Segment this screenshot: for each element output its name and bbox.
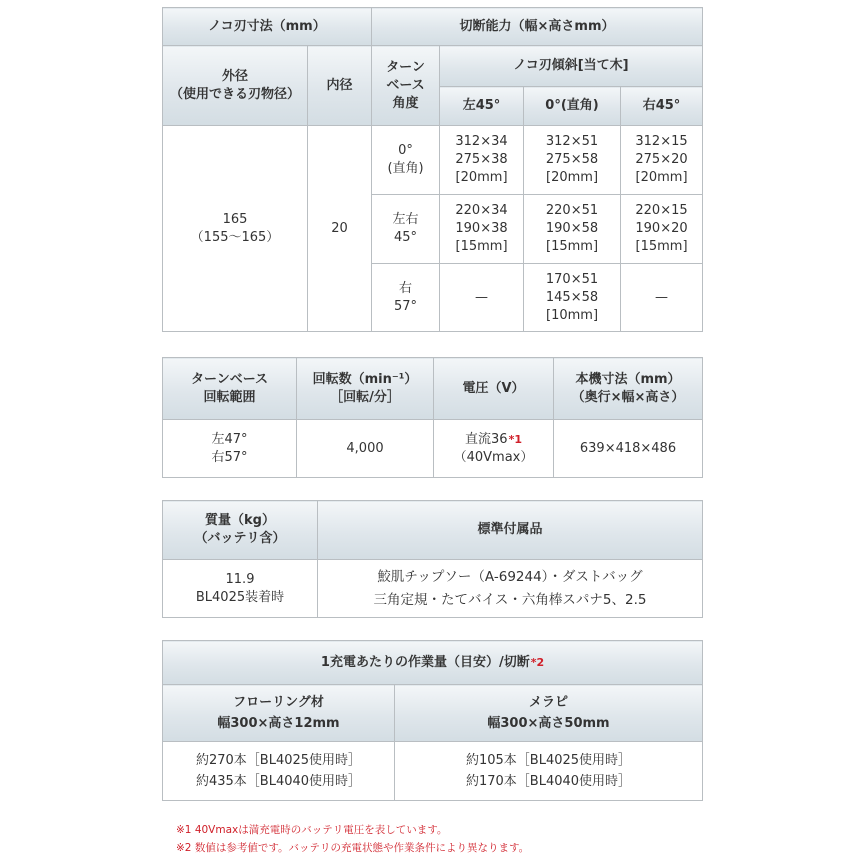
mass-value: 11.9 BL4025装着時 bbox=[163, 560, 318, 618]
lauan-value: 約105本［BL4025使用時］ 約170本［BL4040使用時］ bbox=[395, 742, 703, 801]
voltage-line1: 直流36 bbox=[465, 431, 508, 447]
voltage-value bbox=[434, 420, 554, 478]
header-outer-diameter: 外径 （使用できる刃物径） bbox=[163, 46, 308, 126]
dimensions-value: 639×418×486 bbox=[554, 420, 703, 478]
angle-cell: 左右 45° bbox=[372, 195, 440, 264]
capacity-cell: 170×51 145×58 [10mm] bbox=[524, 264, 621, 332]
header-mass: 質量（kg） （バッテリ含） bbox=[163, 501, 318, 560]
table-row bbox=[163, 560, 703, 618]
table-row bbox=[163, 126, 703, 195]
work-amount-title: 1充電あたりの作業量（目安）/切断 bbox=[320, 654, 530, 670]
angle-cell: 0° (直角) bbox=[372, 126, 440, 195]
capacity-cell: 220×51 190×58 [15mm] bbox=[524, 195, 621, 264]
header-blade-size: ノコ刃寸法（mm） bbox=[163, 8, 372, 46]
note-mark-2: *2 bbox=[530, 655, 545, 669]
inner-diameter-value: 20 bbox=[308, 126, 372, 332]
capacity-cell: 220×15 190×20 [15mm] bbox=[621, 195, 703, 264]
header-voltage: 電圧（V） bbox=[434, 358, 554, 420]
header-inner-diameter: 内径 bbox=[308, 46, 372, 126]
table-row bbox=[163, 742, 703, 801]
header-work-amount bbox=[163, 641, 703, 685]
rpm-value: 4,000 bbox=[297, 420, 434, 478]
header-zero-degree: 0°(直角) bbox=[524, 87, 621, 126]
footnote-1: ※1 40Vmaxは満充電時のバッテリ電圧を表しています。 bbox=[176, 824, 448, 836]
capacity-cell: 312×34 275×38 [20mm] bbox=[440, 126, 524, 195]
angle-cell: 右 57° bbox=[372, 264, 440, 332]
capacity-cell: 220×34 190×38 [15mm] bbox=[440, 195, 524, 264]
header-accessories: 標準付属品 bbox=[318, 501, 703, 560]
capacity-cell: 312×51 275×58 [20mm] bbox=[524, 126, 621, 195]
flooring-value: 約270本［BL4025使用時］ 約435本［BL4040使用時］ bbox=[163, 742, 395, 801]
voltage-line2: （40Vmax） bbox=[453, 449, 534, 465]
header-flooring: フローリング材 幅300×高さ12mm bbox=[163, 685, 395, 742]
note-mark-1: *1 bbox=[508, 432, 522, 446]
capacity-cell: — bbox=[621, 264, 703, 332]
table-row bbox=[163, 420, 703, 478]
header-turn-range: ターンベース 回転範囲 bbox=[163, 358, 297, 420]
accessories-value: 鮫肌チップソー（A-69244）・ダストバッグ 三角定規・たてバイス・六角棒スパナ5、2.5 bbox=[318, 560, 703, 618]
capacity-cell: 312×15 275×20 [20mm] bbox=[621, 126, 703, 195]
header-blade-tilt: ノコ刃傾斜[当て木] bbox=[440, 46, 703, 87]
motor-spec-table bbox=[162, 357, 703, 478]
footnote-2: ※2 数値は参考値です。バッテリの充電状態や作業条件により異なります。 bbox=[176, 842, 530, 854]
mass-accessories-table bbox=[162, 500, 703, 618]
header-lauan: メラピ 幅300×高さ50mm bbox=[395, 685, 703, 742]
header-rpm: 回転数（min⁻¹） ［回転/分］ bbox=[297, 358, 434, 420]
cutting-capacity-table bbox=[162, 7, 703, 332]
turn-range-value: 左47° 右57° bbox=[163, 420, 297, 478]
header-cutting-capacity: 切断能力（幅×高さmm） bbox=[372, 8, 703, 46]
work-amount-table bbox=[162, 640, 703, 801]
header-turn-base-angle: ターン ベース 角度 bbox=[372, 46, 440, 126]
capacity-cell: — bbox=[440, 264, 524, 332]
outer-diameter-value: 165 （155〜165） bbox=[163, 126, 308, 332]
header-dimensions: 本機寸法（mm） （奥行×幅×高さ） bbox=[554, 358, 703, 420]
header-left-45: 左45° bbox=[440, 87, 524, 126]
header-right-45: 右45° bbox=[621, 87, 703, 126]
